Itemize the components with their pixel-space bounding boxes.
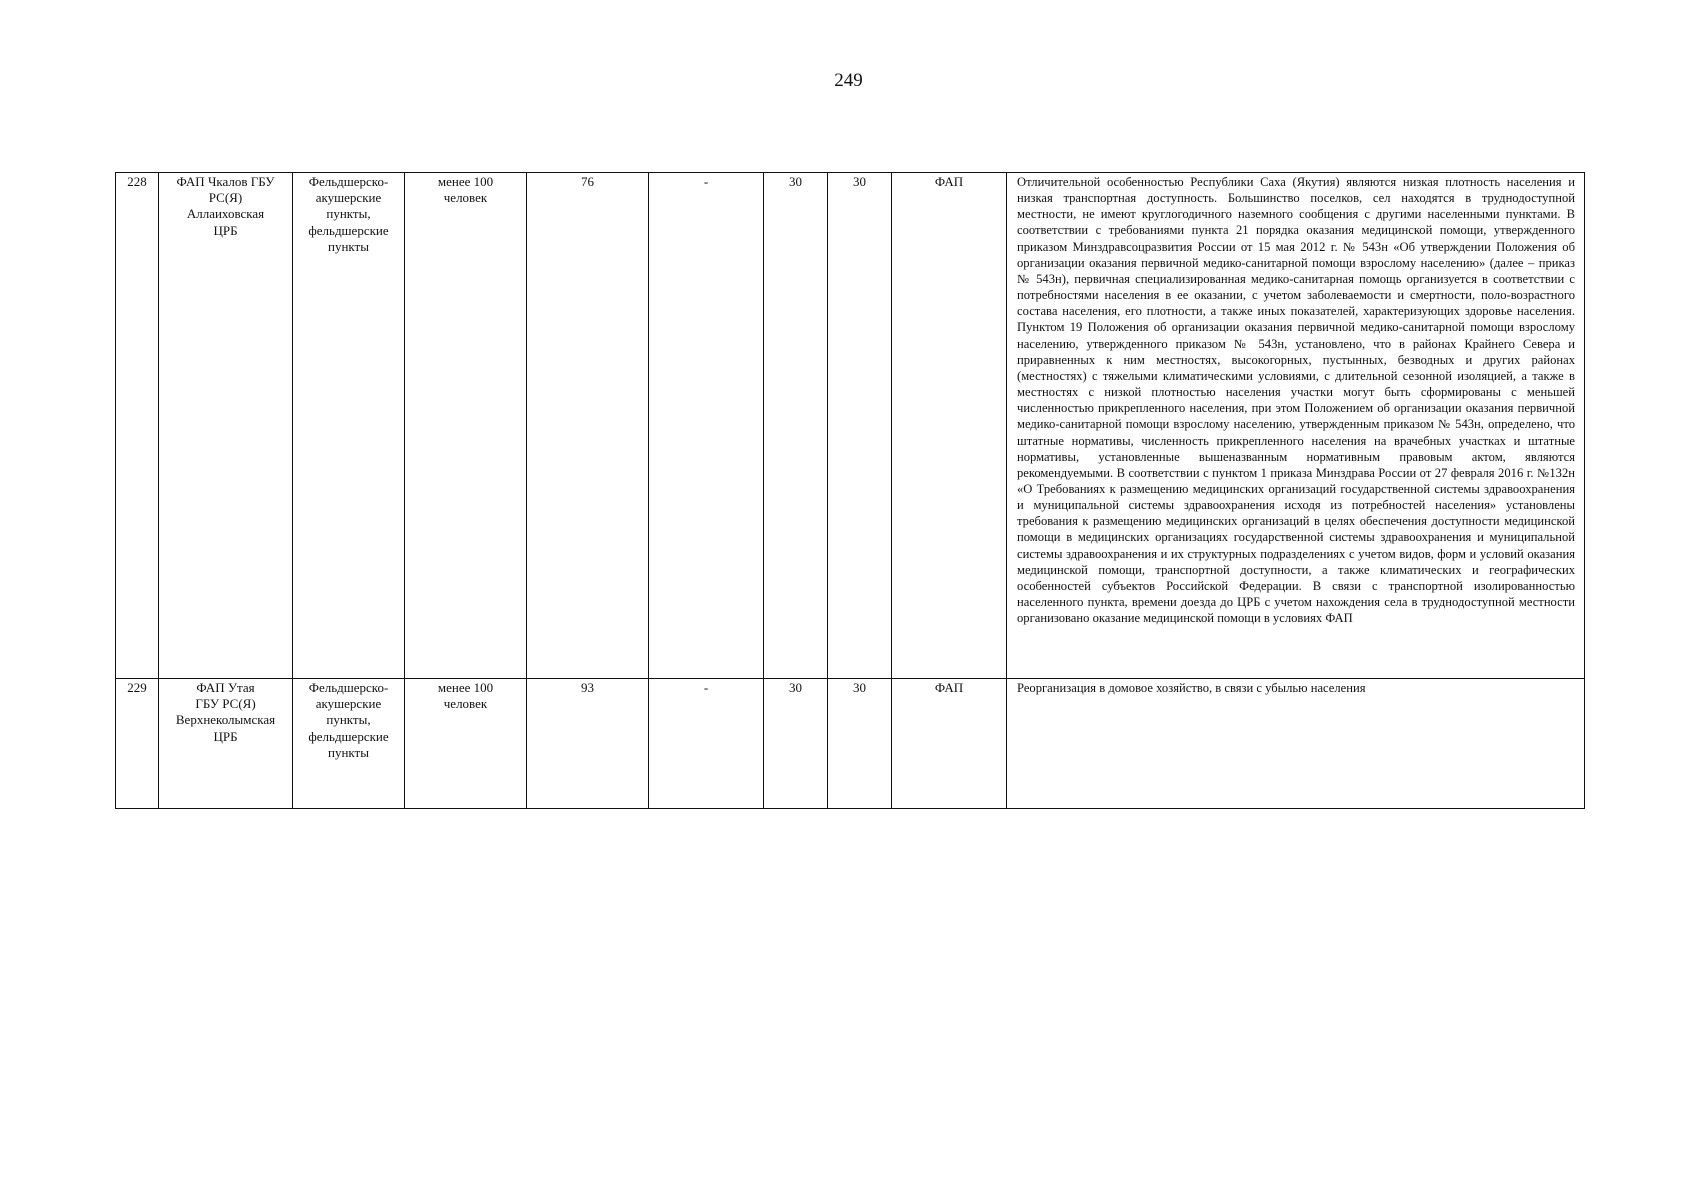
page-number: 249 <box>834 70 863 91</box>
dash-cell: - <box>649 679 764 809</box>
table-row <box>116 173 1585 679</box>
form-cell: ФАП <box>892 679 1007 809</box>
table-row <box>116 679 1585 809</box>
row-number-cell: 228 <box>116 173 159 679</box>
facility-type-cell: Фельдшерско- акушерские пункты, фельдшерские пункты <box>293 173 405 679</box>
settlement-size-cell: менее 100 человек <box>405 173 527 679</box>
document-table <box>115 172 1585 809</box>
facility-name-cell: ФАП Утая ГБУ РС(Я) Верхнеколымская ЦРБ <box>159 679 293 809</box>
value-cell-1: 30 <box>764 173 828 679</box>
justification-cell: Отличительной особенностью Республики Саха (Якутия) являются низкая плотность населения и низкая транспортная доступность. Большинство поселков, сел находятся в труднодоступной местности, не имеют круглогодичного наземного сообщения с другими населенными пунктами. В соответствии с требованиями пункта 21 порядка оказания медицинской помощи, утвержденного приказом Минздравсоцразвития России от 15 мая 2012 г. № 543н «Об утверждении Положения об организации оказания первичной медико-санитарной помощи взрослому населению» (далее – приказ № 543н), первичная специализированная медико-санитарная помощь организуется в соответствии с потребностями населения в ее оказании, с учетом заболеваемости и смертности, поло-возрастного состава населения, его плотности, а также иных показателей, характеризующих здоровье населения. Пунктом 19 Положения об организации оказания первичной медико-санитарной помощи взрослому населению, утвержденного приказом № 543н, установлено, что в районах Крайнего Севера и приравненных к ним местностях, высокогорных, пустынных, безводных и других районах (местностях) с тяжелыми климатическими условиями, с длительной сезонной изоляцией, а также в местностях с низкой плотностью населения участки могут быть сформированы с меньшей численностью прикрепленного населения, при этом Положением об организации оказания первичной медико-санитарной помощи взрослому населению, утвержденным приказом № 543н, определено, что штатные нормативы, численность прикрепленного населения на врачебных участках и штатные нормативы, установленные вышеназванным нормативным правовым актом, являются рекомендуемыми. В соответствии с пунктом 1 приказа Минздрава России от 27 февраля 2016 г. №132н «О Требованиях к размещению медицинских организаций государственной системы здравоохранения и муниципальной системы здравоохранения исходя из потребностей населения» установлены требования к размещению медицинских организаций в целях обеспечения доступности медицинской помощи в медицинских организациях государственной системы здравоохранения и муниципальной системы здравоохранения и их структурных подразделениях с учетом видов, форм и условий оказания медицинской помощи, транспортной доступности, а также климатических и географических особенностей субъектов Российской Федерации. В связи с транспортной изолированностью населенного пункта, времени доезда до ЦРБ с учетом нахождения села в труднодоступной местности организовано оказание медицинской помощи в условиях ФАП <box>1007 173 1585 679</box>
form-cell: ФАП <box>892 173 1007 679</box>
value-cell-2: 30 <box>828 173 892 679</box>
justification-cell: Реорганизация в домовое хозяйство, в связи с убылью населения <box>1007 679 1585 809</box>
facility-name-cell: ФАП Чкалов ГБУ РС(Я) Аллаиховская ЦРБ <box>159 173 293 679</box>
value-cell-2: 30 <box>828 679 892 809</box>
row-number-cell: 229 <box>116 679 159 809</box>
settlement-size-cell: менее 100 человек <box>405 679 527 809</box>
population-cell: 93 <box>527 679 649 809</box>
facility-type-cell: Фельдшерско- акушерские пункты, фельдшерские пункты <box>293 679 405 809</box>
value-cell-1: 30 <box>764 679 828 809</box>
population-cell: 76 <box>527 173 649 679</box>
dash-cell: - <box>649 173 764 679</box>
